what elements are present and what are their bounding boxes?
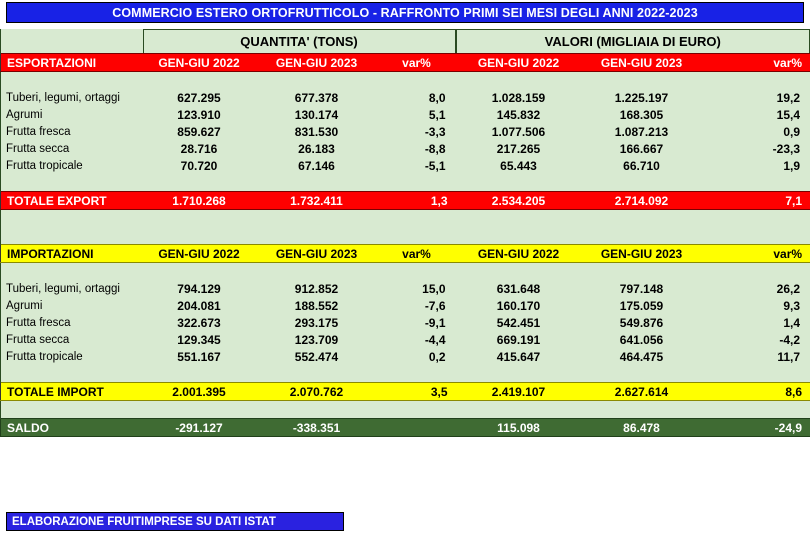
import-col-v-2023: GEN-GIU 2023 xyxy=(582,245,702,263)
group-header-values xyxy=(456,29,810,54)
cell-q-2022: 129.345 xyxy=(143,331,256,348)
export-col-q-var: var% xyxy=(378,54,456,72)
import-header-row xyxy=(1,245,810,263)
table-row xyxy=(1,331,810,348)
cell-q-2022: 70.720 xyxy=(143,157,256,174)
group-header-values-label: VALORI (MIGLIAIA DI EURO) xyxy=(456,29,810,53)
cell-v-2022: 65.443 xyxy=(456,157,582,174)
export-total-v-var: 7,1 xyxy=(702,192,810,210)
cell-v-2023: 168.305 xyxy=(582,106,702,123)
cell-v-var: 9,3 xyxy=(702,297,810,314)
import-total-v-2023: 2.627.614 xyxy=(582,383,702,401)
import-col-v-2022: GEN-GIU 2022 xyxy=(456,245,582,263)
row-label: Tuberi, legumi, ortaggi xyxy=(1,89,143,106)
cell-v-2023: 1.087.213 xyxy=(582,123,702,140)
spacer-row xyxy=(1,365,810,383)
spacer-row xyxy=(1,401,810,419)
row-label: Frutta secca xyxy=(1,331,143,348)
table-row xyxy=(1,89,810,106)
export-col-q-2023: GEN-GIU 2023 xyxy=(256,54,378,72)
cell-q-2022: 322.673 xyxy=(143,314,256,331)
cell-q-2023: 26.183 xyxy=(256,140,378,157)
cell-v-2022: 1.028.159 xyxy=(456,89,582,106)
export-total-row xyxy=(1,192,810,210)
cell-q-2023: 912.852 xyxy=(256,280,378,297)
cell-v-var: 15,4 xyxy=(702,106,810,123)
footer-source-note xyxy=(6,512,344,531)
row-label: Frutta secca xyxy=(1,140,143,157)
cell-q-2023: 552.474 xyxy=(256,348,378,365)
cell-v-var: -4,2 xyxy=(702,331,810,348)
cell-v-2022: 1.077.506 xyxy=(456,123,582,140)
cell-q-2023: 130.174 xyxy=(256,106,378,123)
cell-q-var: -3,3 xyxy=(378,123,456,140)
export-header-row xyxy=(1,54,810,72)
export-total-q-var: 1,3 xyxy=(378,192,456,210)
cell-q-2022: 859.627 xyxy=(143,123,256,140)
table-row xyxy=(1,123,810,140)
import-total-label: TOTALE IMPORT xyxy=(1,383,143,401)
saldo-v-var: -24,9 xyxy=(702,419,810,437)
export-col-v-2023: GEN-GIU 2023 xyxy=(582,54,702,72)
import-total-q-var: 3,5 xyxy=(378,383,456,401)
trade-data-table xyxy=(0,29,810,437)
page-title-text: COMMERCIO ESTERO ORTOFRUTTICOLO - RAFFRONTO PRIMI SEI MESI DEGLI ANNI 2022-2023 xyxy=(112,5,698,20)
cell-v-2022: 217.265 xyxy=(456,140,582,157)
page-title xyxy=(6,2,804,23)
cell-v-2023: 175.059 xyxy=(582,297,702,314)
cell-v-2022: 145.832 xyxy=(456,106,582,123)
table-row xyxy=(1,314,810,331)
cell-v-2022: 415.647 xyxy=(456,348,582,365)
export-col-v-var: var% xyxy=(702,54,810,72)
export-section-label: ESPORTAZIONI xyxy=(1,54,143,72)
spacer-row xyxy=(1,263,810,281)
footer-source-text: ELABORAZIONE FRUITIMPRESE SU DATI ISTAT xyxy=(12,515,276,528)
saldo-q-2023: -338.351 xyxy=(256,419,378,437)
cell-q-2022: 123.910 xyxy=(143,106,256,123)
cell-v-2022: 669.191 xyxy=(456,331,582,348)
cell-v-2022: 631.648 xyxy=(456,280,582,297)
row-label: Frutta tropicale xyxy=(1,157,143,174)
saldo-row xyxy=(1,419,810,437)
saldo-label: SALDO xyxy=(1,419,143,437)
table-row xyxy=(1,157,810,174)
import-col-v-var: var% xyxy=(702,245,810,263)
cell-q-var: 15,0 xyxy=(378,280,456,297)
cell-v-2023: 641.056 xyxy=(582,331,702,348)
cell-v-var: 11,7 xyxy=(702,348,810,365)
cell-q-var: -5,1 xyxy=(378,157,456,174)
import-col-q-2022: GEN-GIU 2022 xyxy=(143,245,256,263)
table-row xyxy=(1,280,810,297)
group-header-quantity xyxy=(143,29,456,54)
cell-v-var: 1,9 xyxy=(702,157,810,174)
table-row xyxy=(1,140,810,157)
cell-q-var: -4,4 xyxy=(378,331,456,348)
row-label: Tuberi, legumi, ortaggi xyxy=(1,280,143,297)
spacer-row xyxy=(1,72,810,90)
cell-q-2022: 204.081 xyxy=(143,297,256,314)
cell-q-2022: 794.129 xyxy=(143,280,256,297)
cell-v-var: -23,3 xyxy=(702,140,810,157)
cell-v-2023: 66.710 xyxy=(582,157,702,174)
spacer-row xyxy=(1,174,810,192)
import-col-q-2023: GEN-GIU 2023 xyxy=(256,245,378,263)
cell-q-2023: 67.146 xyxy=(256,157,378,174)
group-header-row xyxy=(1,29,810,54)
block-gap-row xyxy=(1,210,810,228)
group-header-quantity-label: QUANTITA' (TONS) xyxy=(143,29,456,53)
cell-v-2023: 1.225.197 xyxy=(582,89,702,106)
export-total-v-2022: 2.534.205 xyxy=(456,192,582,210)
cell-q-2022: 627.295 xyxy=(143,89,256,106)
cell-v-var: 19,2 xyxy=(702,89,810,106)
table-row xyxy=(1,106,810,123)
cell-q-var: 0,2 xyxy=(378,348,456,365)
cell-q-2022: 551.167 xyxy=(143,348,256,365)
cell-v-var: 1,4 xyxy=(702,314,810,331)
cell-q-2023: 123.709 xyxy=(256,331,378,348)
saldo-q-var xyxy=(378,419,456,437)
cell-v-2023: 549.876 xyxy=(582,314,702,331)
table-row xyxy=(1,297,810,314)
import-total-q-2022: 2.001.395 xyxy=(143,383,256,401)
row-label: Frutta fresca xyxy=(1,123,143,140)
saldo-v-2023: 86.478 xyxy=(582,419,702,437)
cell-v-2022: 542.451 xyxy=(456,314,582,331)
saldo-v-2022: 115.098 xyxy=(456,419,582,437)
cell-q-2023: 293.175 xyxy=(256,314,378,331)
cell-q-var: 5,1 xyxy=(378,106,456,123)
cell-v-2023: 166.667 xyxy=(582,140,702,157)
cell-q-2023: 831.530 xyxy=(256,123,378,140)
cell-q-var: -9,1 xyxy=(378,314,456,331)
group-header-blank xyxy=(1,29,143,54)
cell-v-2023: 797.148 xyxy=(582,280,702,297)
export-total-q-2023: 1.732.411 xyxy=(256,192,378,210)
cell-q-var: 8,0 xyxy=(378,89,456,106)
import-total-row xyxy=(1,383,810,401)
export-total-v-2023: 2.714.092 xyxy=(582,192,702,210)
cell-v-var: 0,9 xyxy=(702,123,810,140)
row-label: Frutta tropicale xyxy=(1,348,143,365)
cell-q-var: -7,6 xyxy=(378,297,456,314)
import-section-label: IMPORTAZIONI xyxy=(1,245,143,263)
row-label: Frutta fresca xyxy=(1,314,143,331)
import-col-q-var: var% xyxy=(378,245,456,263)
export-col-q-2022: GEN-GIU 2022 xyxy=(143,54,256,72)
cell-q-var: -8,8 xyxy=(378,140,456,157)
import-total-v-var: 8,6 xyxy=(702,383,810,401)
export-col-v-2022: GEN-GIU 2022 xyxy=(456,54,582,72)
cell-q-2022: 28.716 xyxy=(143,140,256,157)
saldo-q-2022: -291.127 xyxy=(143,419,256,437)
row-label: Agrumi xyxy=(1,297,143,314)
cell-v-2023: 464.475 xyxy=(582,348,702,365)
table-row xyxy=(1,348,810,365)
cell-q-2023: 677.378 xyxy=(256,89,378,106)
cell-v-2022: 160.170 xyxy=(456,297,582,314)
export-total-q-2022: 1.710.268 xyxy=(143,192,256,210)
row-label: Agrumi xyxy=(1,106,143,123)
block-gap-row xyxy=(1,227,810,245)
import-total-v-2022: 2.419.107 xyxy=(456,383,582,401)
import-total-q-2023: 2.070.762 xyxy=(256,383,378,401)
cell-q-2023: 188.552 xyxy=(256,297,378,314)
export-total-label: TOTALE EXPORT xyxy=(1,192,143,210)
cell-v-var: 26,2 xyxy=(702,280,810,297)
